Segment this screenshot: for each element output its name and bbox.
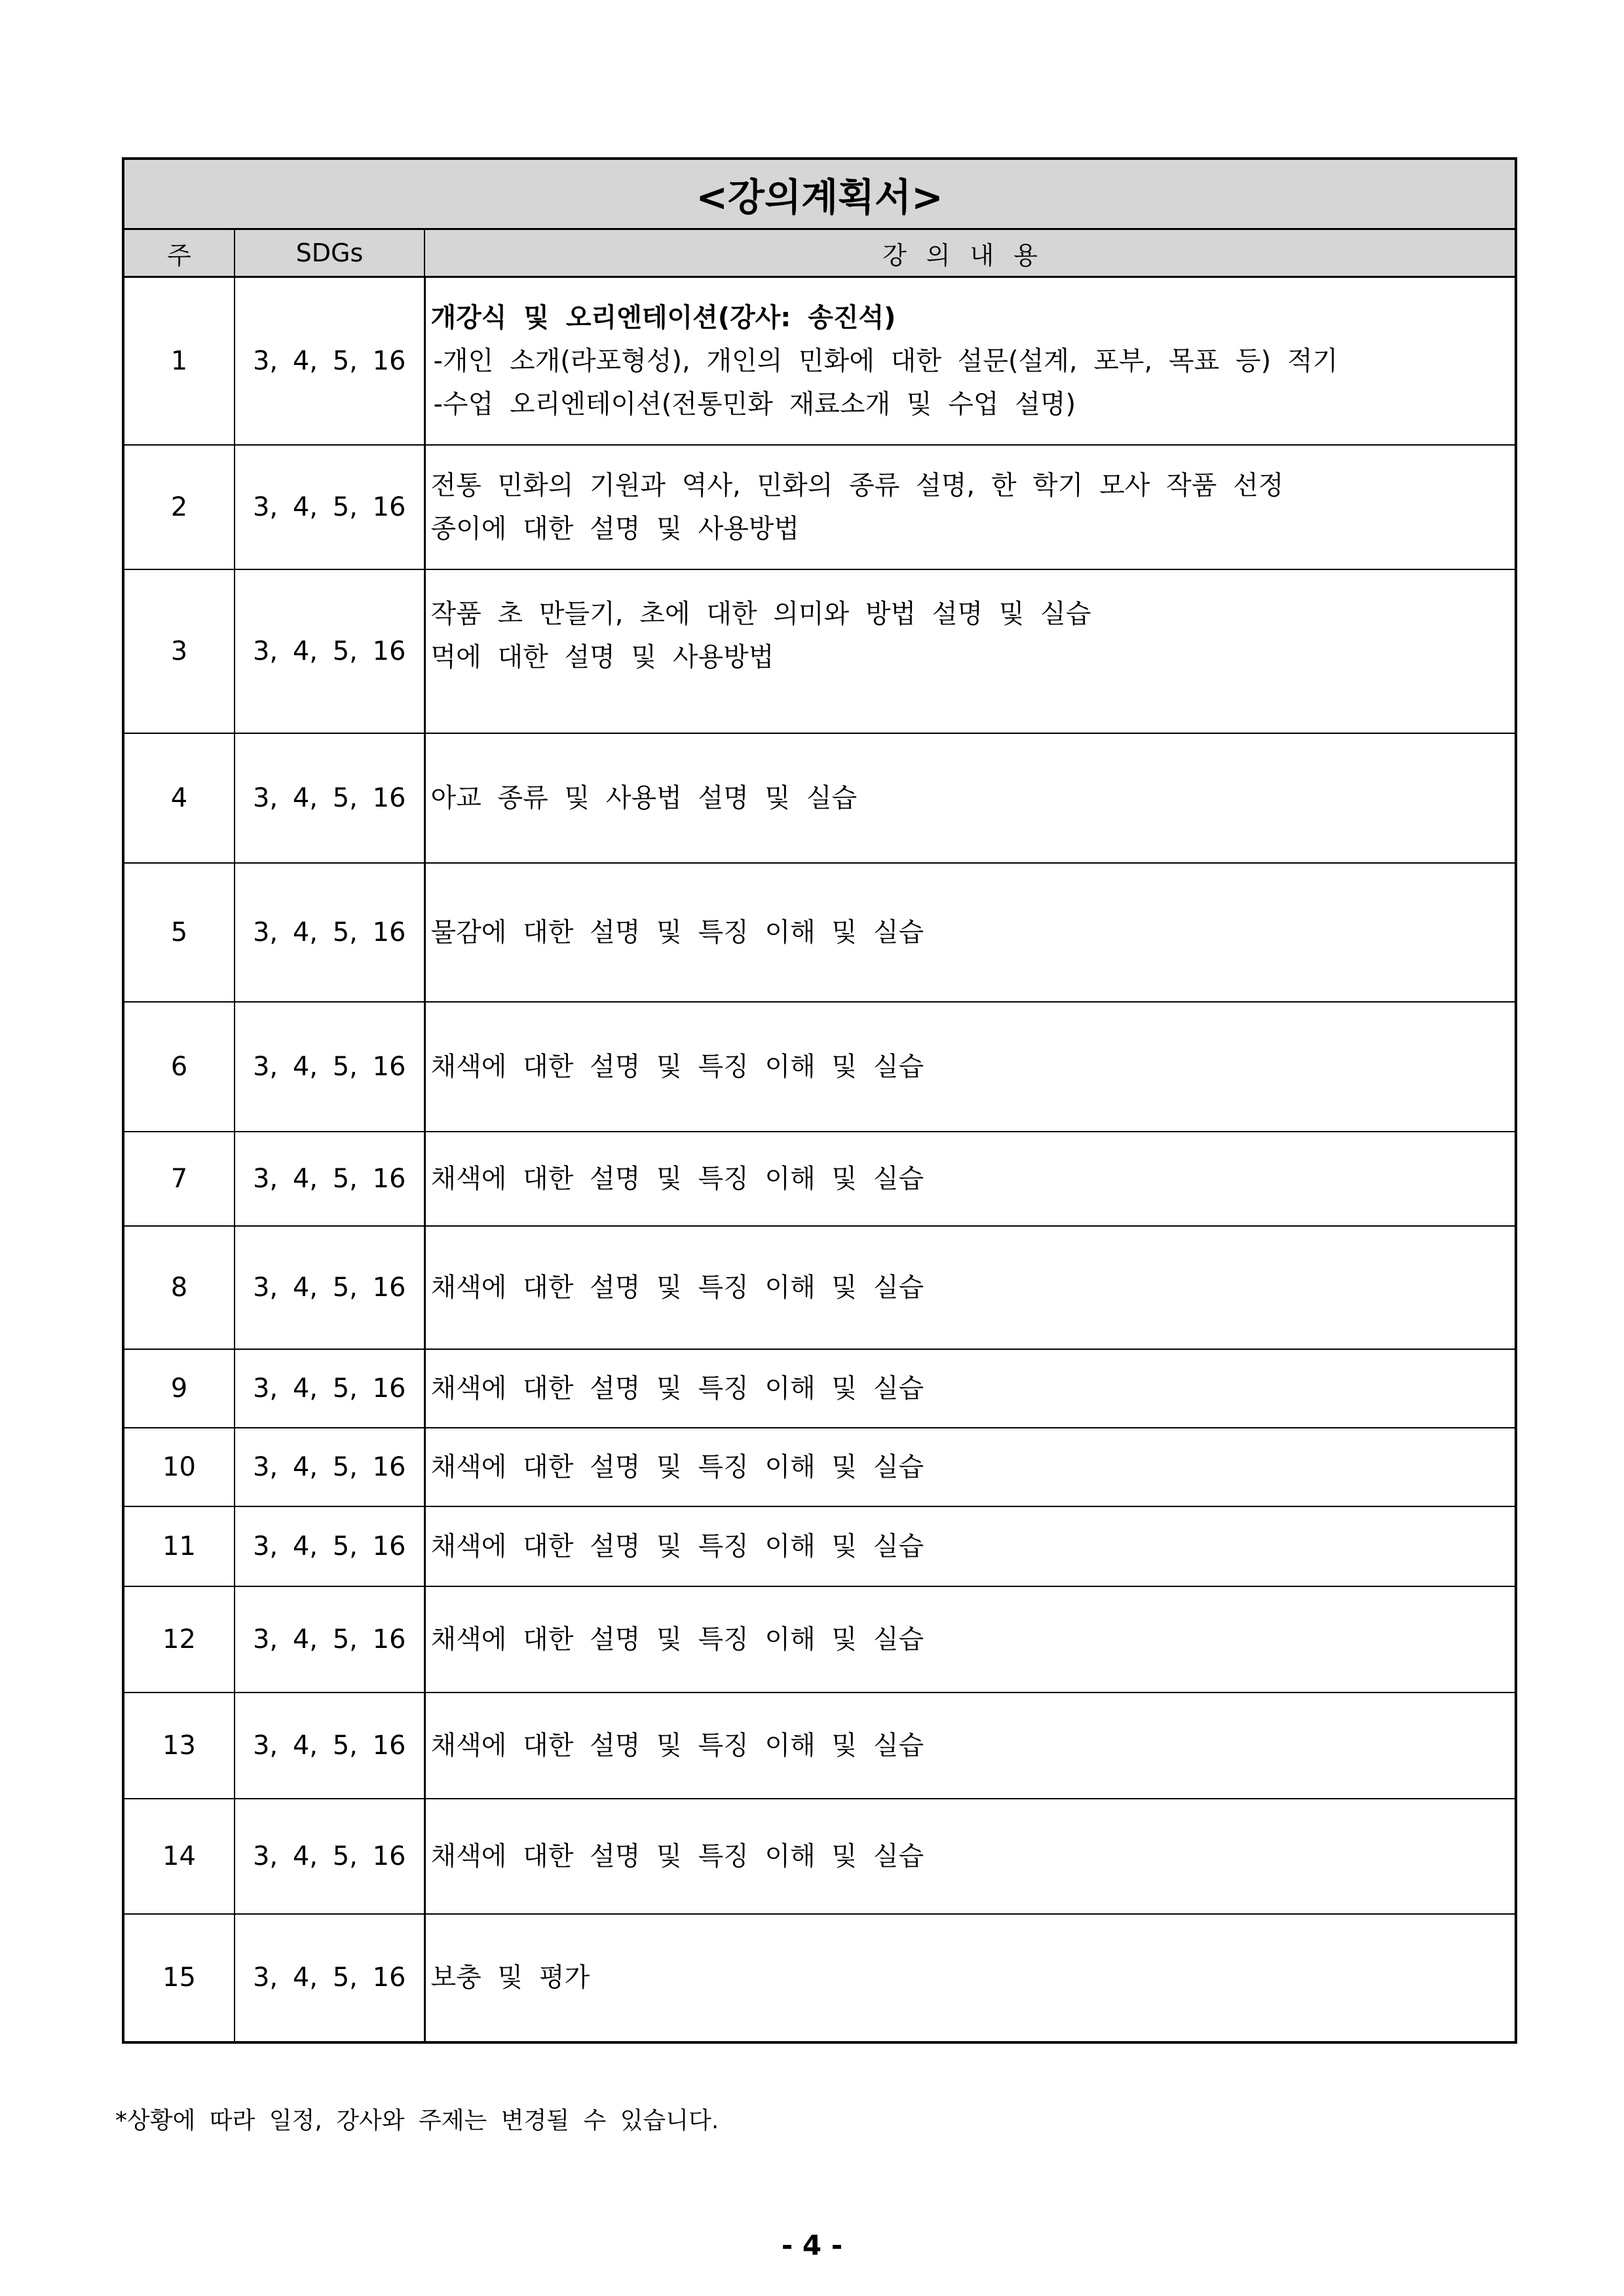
week-cell: 15 bbox=[123, 1914, 235, 2042]
content-line: 채색에 대한 설명 및 특징 이해 및 실습 bbox=[430, 1531, 924, 1561]
table-row bbox=[123, 1693, 1516, 1799]
content-cell bbox=[425, 1428, 1516, 1506]
content-cell bbox=[425, 569, 1516, 733]
table-title: <강의계획서> bbox=[123, 159, 1516, 229]
content-line: 채색에 대한 설명 및 특징 이해 및 실습 bbox=[430, 1841, 924, 1871]
content-cell bbox=[425, 1002, 1516, 1132]
content-line: -개인 소개(라포형성), 개인의 민화에 대한 설문(설계, 포부, 목표 등) 적기 bbox=[433, 345, 1338, 376]
content-cell bbox=[425, 1914, 1516, 2042]
content-cell bbox=[425, 1226, 1516, 1349]
content-line: 채색에 대한 설명 및 특징 이해 및 실습 bbox=[430, 1730, 924, 1761]
content-line: 개강식 및 오리엔테이션(강사: 송진석) bbox=[430, 302, 896, 333]
content-line: 채색에 대한 설명 및 특징 이해 및 실습 bbox=[430, 1272, 924, 1303]
week-cell: 1 bbox=[123, 277, 235, 445]
table-row bbox=[123, 733, 1516, 863]
content-cell bbox=[425, 1349, 1516, 1428]
content-line: 채색에 대한 설명 및 특징 이해 및 실습 bbox=[430, 1163, 924, 1194]
table-row bbox=[123, 277, 1516, 445]
sdgs-cell: 3, 4, 5, 16 bbox=[235, 445, 425, 569]
week-cell: 6 bbox=[123, 1002, 235, 1132]
header-content: 강의내용 bbox=[425, 229, 1516, 277]
content-line: 채색에 대한 설명 및 특징 이해 및 실습 bbox=[430, 1373, 924, 1404]
table-row bbox=[123, 1002, 1516, 1132]
content-line: 전통 민화의 기원과 역사, 민화의 종류 설명, 한 학기 모사 작품 선정 bbox=[430, 470, 1284, 501]
content-cell bbox=[425, 1586, 1516, 1693]
table-row bbox=[123, 1349, 1516, 1428]
content-line: -수업 오리엔테이션(전통민화 재료소개 및 수업 설명) bbox=[433, 389, 1076, 419]
content-line: 보충 및 평가 bbox=[430, 1962, 590, 1993]
content-line: 먹에 대한 설명 및 사용방법 bbox=[430, 641, 774, 672]
content-line: 물감에 대한 설명 및 특징 이해 및 실습 bbox=[430, 917, 924, 947]
content-cell bbox=[425, 1799, 1516, 1914]
content-cell bbox=[425, 1693, 1516, 1799]
sdgs-cell: 3, 4, 5, 16 bbox=[235, 569, 425, 733]
sdgs-cell: 3, 4, 5, 16 bbox=[235, 1693, 425, 1799]
table-row bbox=[123, 1132, 1516, 1226]
table-row bbox=[123, 569, 1516, 733]
sdgs-cell: 3, 4, 5, 16 bbox=[235, 277, 425, 445]
content-cell bbox=[425, 1506, 1516, 1586]
content-line: 채색에 대한 설명 및 특징 이해 및 실습 bbox=[430, 1624, 924, 1655]
week-cell: 4 bbox=[123, 733, 235, 863]
week-cell: 3 bbox=[123, 569, 235, 733]
week-cell: 9 bbox=[123, 1349, 235, 1428]
content-cell bbox=[425, 445, 1516, 569]
content-line: 채색에 대한 설명 및 특징 이해 및 실습 bbox=[430, 1051, 924, 1082]
sdgs-cell: 3, 4, 5, 16 bbox=[235, 1428, 425, 1506]
header-week: 주 bbox=[123, 229, 235, 277]
table-row bbox=[123, 863, 1516, 1002]
week-cell: 7 bbox=[123, 1132, 235, 1226]
week-cell: 2 bbox=[123, 445, 235, 569]
table-row bbox=[123, 1226, 1516, 1349]
content-cell bbox=[425, 277, 1516, 445]
sdgs-cell: 3, 4, 5, 16 bbox=[235, 733, 425, 863]
week-cell: 11 bbox=[123, 1506, 235, 1586]
content-cell bbox=[425, 733, 1516, 863]
week-cell: 8 bbox=[123, 1226, 235, 1349]
content-line: 채색에 대한 설명 및 특징 이해 및 실습 bbox=[430, 1451, 924, 1482]
sdgs-cell: 3, 4, 5, 16 bbox=[235, 1226, 425, 1349]
sdgs-cell: 3, 4, 5, 16 bbox=[235, 1799, 425, 1914]
week-cell: 14 bbox=[123, 1799, 235, 1914]
sdgs-cell: 3, 4, 5, 16 bbox=[235, 1506, 425, 1586]
footnote: *상황에 따라 일정, 강사와 주제는 변경될 수 있습니다. bbox=[115, 2107, 719, 2134]
table-row bbox=[123, 445, 1516, 569]
content-line: 종이에 대한 설명 및 사용방법 bbox=[430, 513, 800, 544]
header-row bbox=[123, 229, 1516, 277]
sdgs-cell: 3, 4, 5, 16 bbox=[235, 1586, 425, 1693]
sdgs-cell: 3, 4, 5, 16 bbox=[235, 1002, 425, 1132]
table-row bbox=[123, 1586, 1516, 1693]
table-row bbox=[123, 1506, 1516, 1586]
table-row bbox=[123, 1428, 1516, 1506]
title-row bbox=[123, 159, 1516, 229]
sdgs-cell: 3, 4, 5, 16 bbox=[235, 1349, 425, 1428]
week-cell: 12 bbox=[123, 1586, 235, 1693]
table-row bbox=[123, 1914, 1516, 2042]
table-row bbox=[123, 1799, 1516, 1914]
content-line: 작품 초 만들기, 초에 대한 의미와 방법 설명 및 실습 bbox=[430, 598, 1091, 629]
content-line: 아교 종류 및 사용법 설명 및 실습 bbox=[430, 782, 858, 813]
sdgs-cell: 3, 4, 5, 16 bbox=[235, 1132, 425, 1226]
page-number: - 4 - bbox=[781, 2229, 843, 2261]
content-cell bbox=[425, 1132, 1516, 1226]
week-cell: 13 bbox=[123, 1693, 235, 1799]
sdgs-cell: 3, 4, 5, 16 bbox=[235, 863, 425, 1002]
week-cell: 5 bbox=[123, 863, 235, 1002]
sdgs-cell: 3, 4, 5, 16 bbox=[235, 1914, 425, 2042]
header-sdgs: SDGs bbox=[235, 229, 425, 277]
content-cell bbox=[425, 863, 1516, 1002]
lecture-plan-table bbox=[122, 157, 1517, 2044]
week-cell: 10 bbox=[123, 1428, 235, 1506]
